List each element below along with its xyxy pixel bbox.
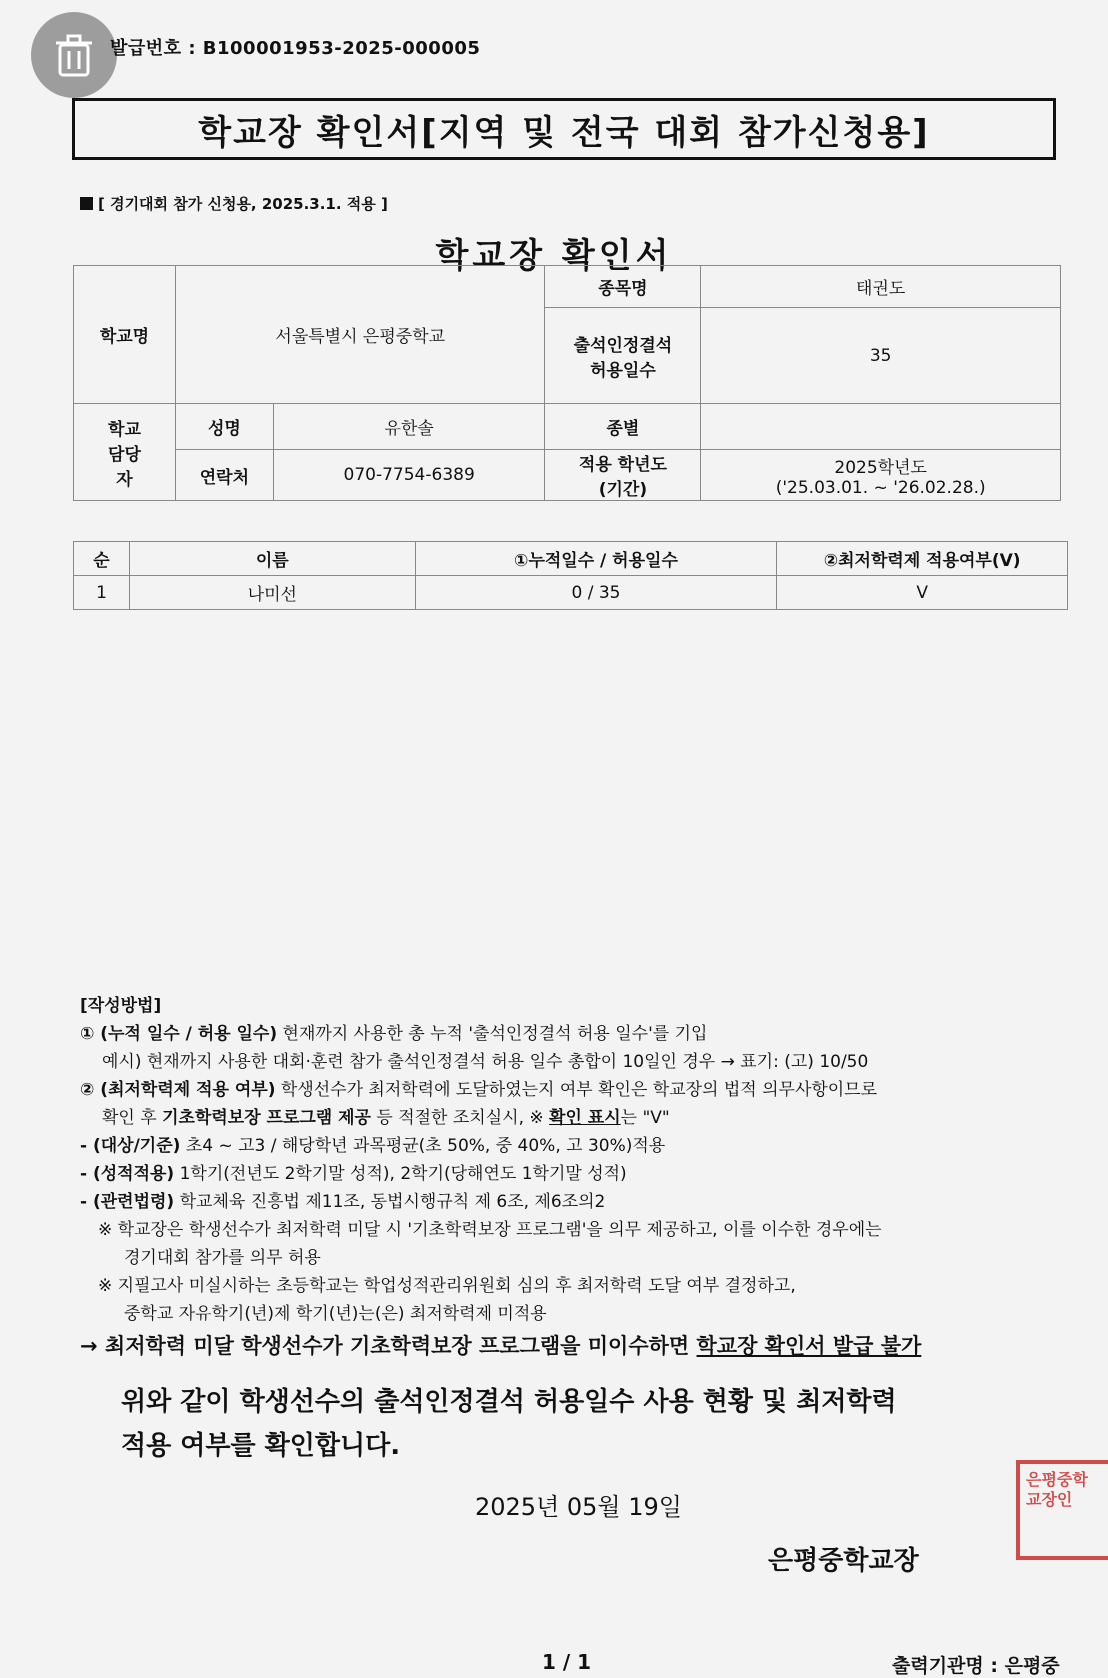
note-2-cont-b: 기초학력보장 프로그램 제공 (162, 1108, 371, 1128)
remark-1-cont: 경기대회 참가를 의무 허용 (124, 1248, 321, 1268)
allowed-label: 출석인정결석 허용일수 (545, 308, 701, 404)
row-no: 1 (74, 576, 130, 610)
note-2 (80, 1076, 1100, 1104)
row-name: 나미선 (129, 576, 415, 610)
remark-2: ※ 지필고사 미실시하는 초등학교는 학업성적관리위원회 심의 후 최저학력 도달 여부 결정하고, (98, 1276, 796, 1296)
issue-number: 발급번호 : B100001953-2025-000005 (110, 38, 481, 59)
note-1-title: ① (누적 일수 / 허용 일수) (80, 1024, 278, 1044)
law-title: - (관련법령) (80, 1192, 175, 1212)
note-2-cont-c: 등 적절한 조치실시, ※ (370, 1108, 550, 1128)
confirm-line-2: 적용 여부를 확인합니다. (121, 1431, 401, 1461)
note-2-text: 학생선수가 최저학력에 도달하였는지 여부 확인은 학교장의 법적 의무사항이므로 (275, 1080, 878, 1100)
contact-label: 연락처 (175, 450, 273, 501)
confirm-line-1: 위와 같이 학생선수의 출석인정결석 허용일수 사용 현황 및 최저학력 (121, 1387, 897, 1417)
remark-1: ※ 학교장은 학생선수가 최저학력 미달 시 '기초학력보장 프로그램'을 의무 제공하고, 이를 이수한 경우에는 (98, 1220, 882, 1240)
law-text: 학교체육 진흥법 제11조, 동법시행규칙 제 6조, 제6조의2 (174, 1192, 606, 1212)
grade-line (80, 1160, 1100, 1188)
note-2-cont-e: 는 "V" (620, 1108, 670, 1128)
target-text: 초4 ~ 고3 / 해당학년 과목평균(초 50%, 중 40%, 고 30%)적용 (180, 1136, 666, 1156)
issue-date: 2025년 05월 19일 (475, 1493, 682, 1521)
main-title: 학교장 확인서[지역 및 전국 대회 참가신청용] (72, 98, 1056, 160)
trash-icon (54, 33, 94, 77)
col-header-no: 순 (74, 542, 130, 576)
note-2-cont-d: 확인 표시 (549, 1108, 621, 1128)
grade-title: - (성적적용) (80, 1164, 175, 1184)
official-seal: 은평중학교장인 (1016, 1460, 1108, 1560)
col-header-days: ①누적일수 / 허용일수 (415, 542, 777, 576)
warning-line (80, 1332, 1100, 1360)
allowed-value: 35 (701, 308, 1061, 404)
contact-value: 070-7754-6389 (273, 450, 545, 501)
remark-2-cont: 중학교 자유학기(년)제 학기(년)는(은) 최저학력제 미적용 (124, 1304, 547, 1324)
school-value: 서울특별시 은평중학교 (175, 266, 545, 404)
name-value: 유한솔 (273, 404, 545, 450)
year-cell (701, 450, 1061, 501)
year-value: 2025학년도 (834, 457, 927, 478)
gender-label: 종별 (545, 404, 701, 450)
note-1-text: 현재까지 사용한 총 누적 '출석인정결석 허용 일수'를 기입 (277, 1024, 708, 1044)
name-label: 성명 (175, 404, 273, 450)
warning-emphasis: 학교장 확인서 발급 불가 (696, 1334, 922, 1358)
principal-signature: 은평중학교장 (768, 1546, 919, 1576)
roster-table (73, 541, 1068, 610)
target-title: - (대상/기준) (80, 1136, 181, 1156)
row-minimum: V (777, 576, 1068, 610)
event-label: 종목명 (545, 266, 701, 308)
col-header-minimum: ②최저학력제 적용여부(V) (777, 542, 1068, 576)
info-table (73, 265, 1061, 501)
target-line (80, 1132, 1100, 1160)
year-period: ('25.03.01. ~ '26.02.28.) (775, 477, 986, 498)
instructions-heading: [작성방법] (80, 996, 162, 1016)
manager-label: 학교 담당자 (74, 404, 176, 501)
row-days: 0 / 35 (415, 576, 777, 610)
note-2-cont (80, 1104, 1100, 1132)
note-2-cont-a: 확인 후 (102, 1108, 163, 1128)
grade-text: 1학기(전년도 2학기말 성적), 2학기(당해연도 1학기말 성적) (174, 1164, 627, 1184)
note-1-example: 예시) 현재까지 사용한 대회·훈련 참가 출석인정결석 허용 일수 총합이 10일인 경우 → 표기: (고) 10/50 (102, 1052, 869, 1072)
law-line (80, 1188, 1100, 1216)
year-label: 적용 학년도 (기간) (545, 450, 701, 501)
table-row (74, 576, 1068, 610)
warning-text: → 최저학력 미달 학생선수가 기초학력보장 프로그램을 미이수하면 (80, 1334, 697, 1358)
sub-note (80, 193, 388, 214)
note-1 (80, 1020, 1100, 1048)
instructions (80, 992, 1100, 1360)
note-2-title: ② (최저학력제 적용 여부) (80, 1080, 276, 1100)
confirmation-statement (121, 1380, 897, 1468)
square-bullet-icon (80, 197, 93, 210)
delete-button[interactable] (31, 12, 117, 98)
printing-institution: 출력기관명 : 은평중 (892, 1655, 1060, 1677)
doc-title: 학교장 확인서 (435, 236, 673, 276)
school-label: 학교명 (74, 266, 176, 404)
col-header-name: 이름 (129, 542, 415, 576)
page-number: 1 / 1 (542, 1650, 592, 1674)
gender-value (701, 404, 1061, 450)
sub-note-text: [ 경기대회 참가 신청용, 2025.3.1. 적용 ] (98, 195, 388, 213)
event-value: 태권도 (701, 266, 1061, 308)
